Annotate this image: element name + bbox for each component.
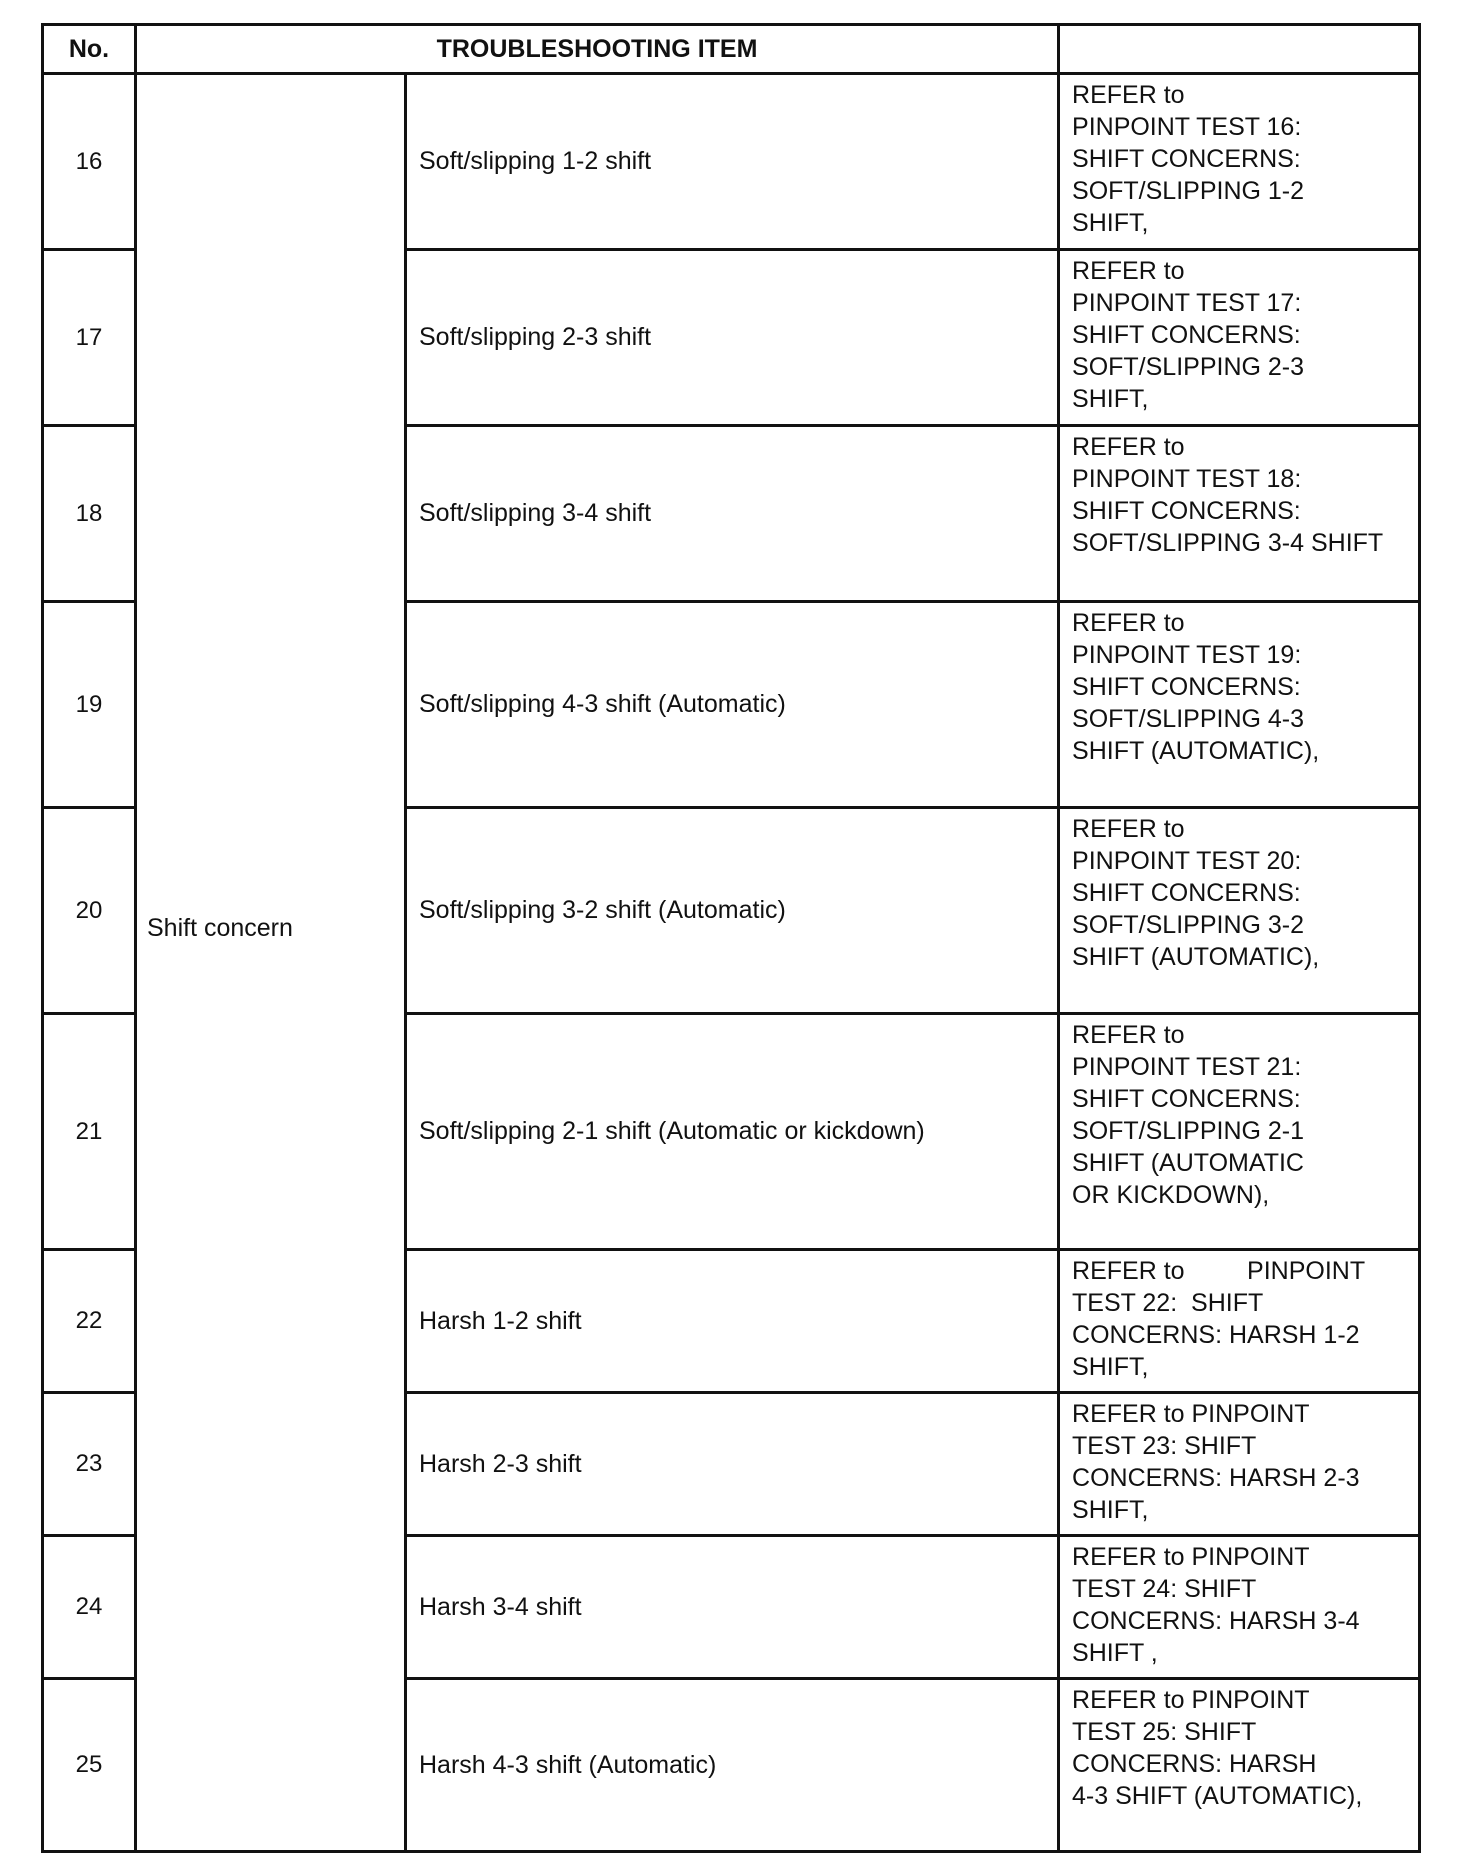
- pinpoint-reference: REFER to PINPOINT TEST 21: SHIFT CONCERNS: SOFT/SLIPPING 2-1 SHIFT (AUTOMATIC OR KICKDOWN),: [1059, 1014, 1420, 1250]
- table-row: [43, 74, 1420, 250]
- item-description: Harsh 1-2 shift: [406, 1250, 1059, 1393]
- header-reference: [1059, 25, 1420, 74]
- row-number: 17: [43, 250, 136, 426]
- row-number: 19: [43, 602, 136, 808]
- category-label: Shift concern: [147, 914, 293, 942]
- pinpoint-reference: REFER to PINPOINT TEST 19: SHIFT CONCERNS: SOFT/SLIPPING 4-3 SHIFT (AUTOMATIC),: [1059, 602, 1420, 808]
- row-number: 22: [43, 1250, 136, 1393]
- item-description: Harsh 2-3 shift: [406, 1393, 1059, 1536]
- item-description: Soft/slipping 1-2 shift: [406, 74, 1059, 250]
- item-description: Soft/slipping 4-3 shift (Automatic): [406, 602, 1059, 808]
- pinpoint-reference: REFER to PINPOINT TEST 18: SHIFT CONCERNS: SOFT/SLIPPING 3-4 SHIFT: [1059, 426, 1420, 602]
- pinpoint-reference: REFER to PINPOINT TEST 20: SHIFT CONCERNS: SOFT/SLIPPING 3-2 SHIFT (AUTOMATIC),: [1059, 808, 1420, 1014]
- pinpoint-reference: REFER to PINPOINT TEST 16: SHIFT CONCERNS: SOFT/SLIPPING 1-2 SHIFT,: [1059, 74, 1420, 250]
- pinpoint-reference: REFER to PINPOINT TEST 24: SHIFT CONCERNS: HARSH 3-4 SHIFT ,: [1059, 1536, 1420, 1679]
- row-number: 18: [43, 426, 136, 602]
- header-no: No.: [43, 25, 136, 74]
- item-description: Harsh 4-3 shift (Automatic): [406, 1679, 1059, 1852]
- header-troubleshooting-item: TROUBLESHOOTING ITEM: [136, 25, 1059, 74]
- row-number: 25: [43, 1679, 136, 1852]
- item-description: Soft/slipping 3-4 shift: [406, 426, 1059, 602]
- item-description: Soft/slipping 2-3 shift: [406, 250, 1059, 426]
- header-row: [43, 25, 1420, 74]
- pinpoint-reference: REFER to PINPOINT TEST 22: SHIFT CONCERNS: HARSH 1-2 SHIFT,: [1059, 1250, 1420, 1393]
- row-number: 24: [43, 1536, 136, 1679]
- pinpoint-reference: REFER to PINPOINT TEST 17: SHIFT CONCERNS: SOFT/SLIPPING 2-3 SHIFT,: [1059, 250, 1420, 426]
- row-number: 16: [43, 74, 136, 250]
- item-description: Soft/slipping 3-2 shift (Automatic): [406, 808, 1059, 1014]
- row-number: 23: [43, 1393, 136, 1536]
- row-number: 20: [43, 808, 136, 1014]
- pinpoint-reference: REFER to PINPOINT TEST 25: SHIFT CONCERNS: HARSH 4-3 SHIFT (AUTOMATIC),: [1059, 1679, 1420, 1852]
- row-number: 21: [43, 1014, 136, 1250]
- item-description: Soft/slipping 2-1 shift (Automatic or kickdown): [406, 1014, 1059, 1250]
- troubleshooting-table: [41, 23, 1421, 1853]
- item-description: Harsh 3-4 shift: [406, 1536, 1059, 1679]
- category-cell: [136, 74, 406, 1852]
- pinpoint-reference: REFER to PINPOINT TEST 23: SHIFT CONCERNS: HARSH 2-3 SHIFT,: [1059, 1393, 1420, 1536]
